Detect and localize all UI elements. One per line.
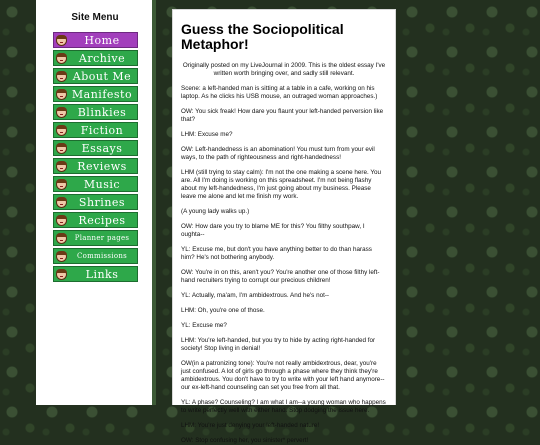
- face-icon: [56, 107, 67, 118]
- menu-item-label: Fiction: [80, 123, 124, 137]
- menu-item-shrines[interactable]: [53, 194, 138, 210]
- menu-item-label: Manifesto: [71, 87, 133, 101]
- face-icon: [56, 269, 67, 280]
- menu-item-label: Reviews: [77, 159, 127, 173]
- face-icon: [56, 215, 67, 226]
- article-paragraph: OW: How dare you try to blame ME for this? You filthy southpaw, I oughta--: [181, 223, 365, 238]
- article-paragraph: (A young lady walks up.): [181, 208, 250, 215]
- article-paragraph: YL: Excuse me?: [181, 322, 227, 329]
- article-paragraph: OW(in a patronizing tone): You're not really ambidextrous, dear, you're just confused. A lot of girls go through a phase where they think they're ambidextrous. You don't have to try to write with your left hand anymore--our ex-left-hand counseling can set you free from all that.: [181, 360, 385, 391]
- face-icon: [56, 233, 67, 244]
- article-paragraph: YL: A phase? Counseling? I am what I am--a young woman who happens to write perfectly well with either hand. Stop dodging the issue here.: [181, 399, 386, 414]
- menu-item-label: Planner pages: [74, 234, 130, 242]
- sidebar-divider: [152, 0, 156, 405]
- face-icon: [56, 89, 67, 100]
- menu-item-archive[interactable]: [53, 50, 138, 66]
- face-icon: [56, 71, 67, 82]
- article-paragraph: OW: Left-handedness is an abomination! You must turn from your evil ways, to the path of righteousness and right-handedness!: [181, 146, 375, 161]
- menu-item-label: Archive: [78, 51, 126, 65]
- menu-item-label: Blinkies: [77, 105, 127, 119]
- article-title: Guess the Sociopolitical Metaphor!: [181, 21, 344, 52]
- menu-item-label: Home: [84, 33, 120, 47]
- article-paragraph: LHM: Oh, you're one of those.: [181, 307, 265, 314]
- article-intro: Originally posted on my LiveJournal in 2009. This is the oldest essay I've written worth bringing over, and sadly still relevant.: [182, 62, 386, 77]
- face-icon: [56, 143, 67, 154]
- menu-item-label: Commissions: [76, 252, 128, 260]
- menu-item-label: Recipes: [78, 213, 126, 227]
- menu-item-recipes[interactable]: [53, 212, 138, 228]
- face-icon: [56, 251, 67, 262]
- article-paragraph: LHM: You're left-handed, but you try to hide by acting right-handed for society! Stop living in denial!: [181, 337, 376, 352]
- menu-item-manifesto[interactable]: [53, 86, 138, 102]
- article-panel: [172, 9, 396, 444]
- menu-item-blinkies[interactable]: [53, 104, 138, 120]
- sidebar: [36, 0, 154, 405]
- menu-item-label: Links: [85, 267, 119, 281]
- article-paragraph: LHM: You're just denying your left-handed nature!: [181, 422, 320, 429]
- article-paragraph: Scene: a left-handed man is sitting at a table in a cafe, working on his laptop. As he clicks his USB mouse, an outraged woman approaches.): [181, 85, 378, 100]
- article-paragraph: YL: Actually, ma'am, I'm ambidextrous. And he's not--: [181, 292, 330, 299]
- menu-item-planner-pages[interactable]: [53, 230, 138, 246]
- menu-item-home[interactable]: [53, 32, 138, 48]
- menu-item-commissions[interactable]: [53, 248, 138, 264]
- article-paragraph: YL: Excuse me, but don't you have anything better to do than harass him? He's not bothering anybody.: [181, 246, 372, 261]
- menu-item-reviews[interactable]: [53, 158, 138, 174]
- article-paragraph: LHM: Excuse me?: [181, 131, 233, 138]
- face-icon: [56, 179, 67, 190]
- menu-item-label: Music: [83, 177, 121, 191]
- article-paragraph: OW: Stop confusing her, you sinister* pervert!: [181, 437, 309, 444]
- menu-item-label: About Me: [72, 69, 132, 83]
- article-paragraph: OW: You sick freak! How dare you flaunt your left-handed perversion like that?: [181, 108, 384, 123]
- menu-item-label: Shrines: [78, 195, 126, 209]
- face-icon: [56, 125, 67, 136]
- face-icon: [56, 53, 67, 64]
- face-icon: [56, 197, 67, 208]
- article-paragraph: LHM (still trying to stay calm): I'm not the one making a scene here. You are. All I'm doing is working on this spreadsheet. I'm not being flashy about my left-handedness, I'm just going about my business. Please leave me alone and let me finish my work.: [181, 169, 381, 200]
- face-icon: [56, 161, 67, 172]
- face-icon: [56, 35, 67, 46]
- menu-item-about-me[interactable]: [53, 68, 138, 84]
- menu-item-fiction[interactable]: [53, 122, 138, 138]
- site-menu-title: Site Menu: [71, 12, 119, 23]
- menu-item-music[interactable]: [53, 176, 138, 192]
- menu-item-essays[interactable]: [53, 140, 138, 156]
- menu-item-label: Essays: [81, 141, 123, 155]
- article-paragraph: OW: You're in on this, aren't you? You're another one of those filthy left-hand recruiters trying to corrupt our precious children!: [181, 269, 380, 284]
- menu-item-links[interactable]: [53, 266, 138, 282]
